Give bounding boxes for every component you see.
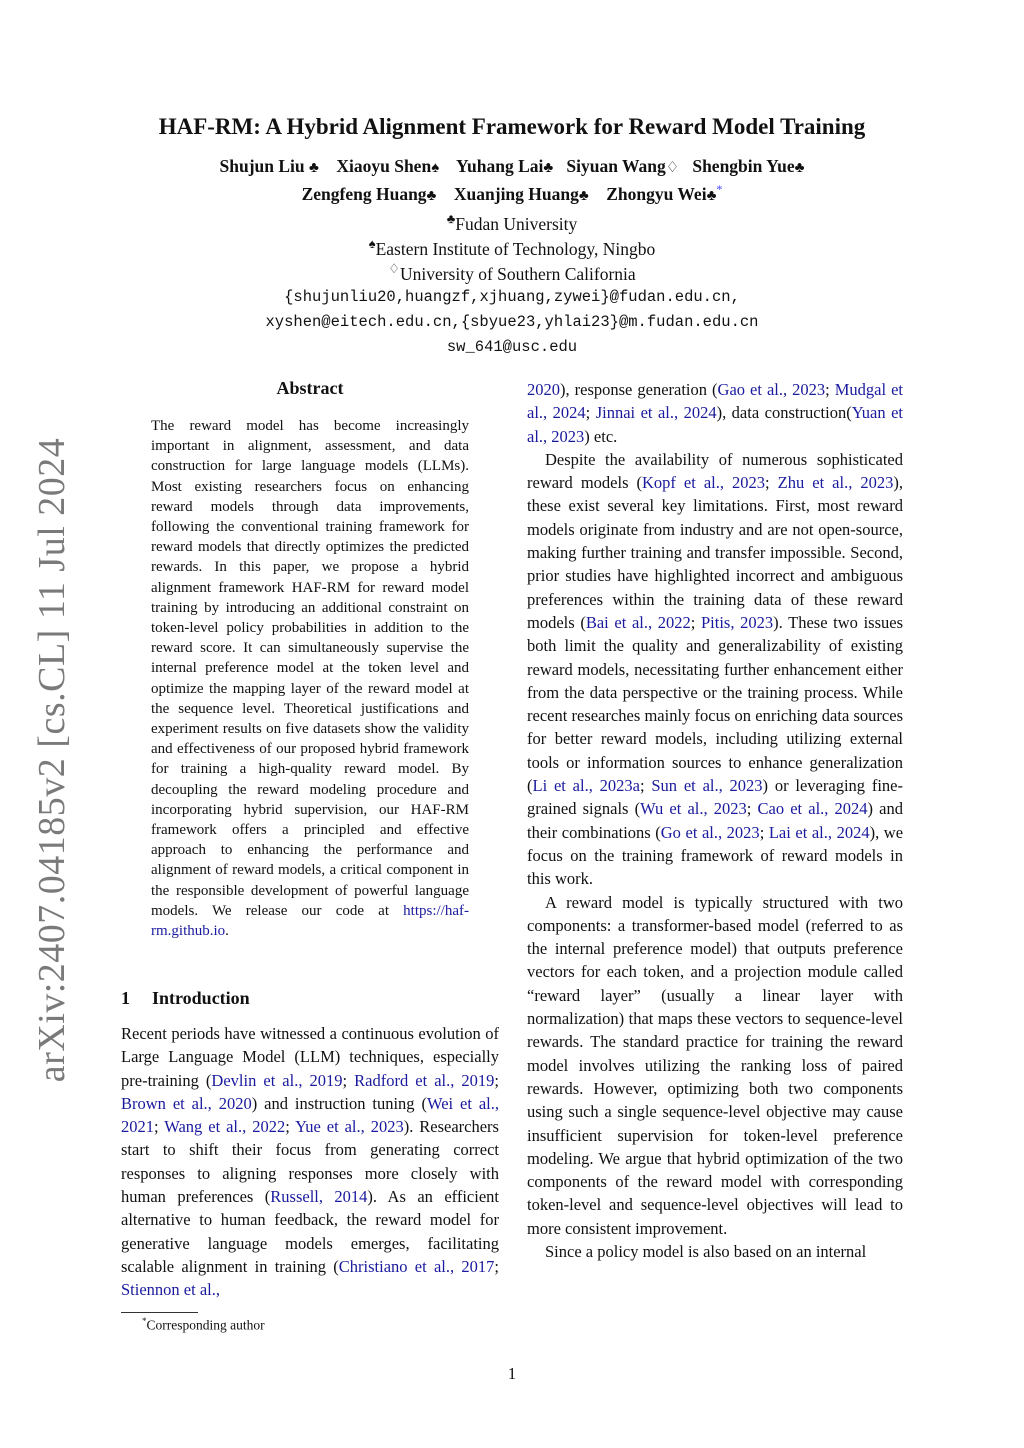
citation-link[interactable]: Radford et al., 2019 <box>354 1070 495 1090</box>
citation-link[interactable]: Jinnai et al., 2024 <box>595 403 717 423</box>
citation-link[interactable]: Lai et al., 2024 <box>768 822 870 842</box>
intro-right-paragraph-4: Since a policy model is also based on an internal <box>545 1241 867 1261</box>
citation-link[interactable]: Russell, 2014 <box>270 1187 368 1207</box>
method-name: HAF-RM <box>291 579 351 596</box>
citation-link[interactable]: Stiennon et al., <box>121 1280 220 1300</box>
affiliation-usc: ♢University of Southern California <box>388 261 636 284</box>
citation-link[interactable]: Go et al., 2023 <box>660 822 760 842</box>
citation-link[interactable]: Christiano et al., 2017 <box>338 1256 495 1276</box>
citation-link[interactable]: Sun et al., 2023 <box>651 776 763 796</box>
email-line-2: xyshen@eitech.edu.cn,{sbyue23,yhlai23}@m.fudan.edu.cn <box>265 313 759 331</box>
author: Xiaoyu Shen♠ <box>336 156 440 176</box>
author: Zengfeng Huang♣ <box>301 183 437 204</box>
citation-link[interactable]: Zhu et al., 2023 <box>777 473 894 493</box>
citation-link[interactable]: Li et al., 2023a <box>532 776 640 796</box>
intro-right-paragraph-2: Despite the availability of numerous sophisticated reward models (Kopf et al., 2023; Zhu et al., 2023), these exist several key limitations. First, most reward models originate from industry and are not open-source, making further training and transfer impossible. Second, prior studies have highlighted incorrect and ambiguous preferences within the training data of these reward models (Bai et al., 2022; Pitis, 2023). These two issues both limit the quality and generalizability of existing reward models, necessitating further enhancement either from the data perspective or the training process. While recent researches mainly focus on enriching data sources for better reward models, including utilizing external tools or information sources to enhance generalization (Li et al., 2023a; Sun et al., 2023) or leveraging fine-grained signals (Wu et al., 2023; Cao et al., 2024) and their combinations (Go et al., 2023; Lai et al., 2024), we focus on the training framework of reward models in this work. <box>527 449 904 889</box>
citation-link[interactable]: Yuan et al., 2023 <box>527 403 903 446</box>
citation-link[interactable]: Pitis, 2023 <box>701 612 774 632</box>
intro-right-column <box>527 378 903 1263</box>
author: Shengbin Yue♣ <box>692 156 805 176</box>
author: Shujun Liu ♣ <box>219 156 319 176</box>
intro-right-paragraph-1: 2020), response generation (Gao et al., 2023; Mudgal et al., 2024; Jinnai et al., 2024), data construction(Yuan et al., 2023) etc. <box>527 380 904 446</box>
footnote-rule <box>121 1312 198 1313</box>
author: Zhongyu Wei♣* <box>606 182 723 204</box>
citation-link[interactable]: Wei et al., 2021 <box>121 1093 500 1137</box>
email-line-1: {shujunliu20,huangzf,xjhuang,zywei}@fudan.edu.cn, <box>284 288 740 306</box>
paper-title: HAF-RM: A Hybrid Alignment Framework for Reward Model Training <box>158 114 866 139</box>
arxiv-id-text: arXiv:2407.04185v2 [cs.CL] 11 Jul 2024 <box>31 437 73 1083</box>
method-name: HAF-RM <box>410 801 469 818</box>
page-number: 1 <box>507 1364 517 1383</box>
author: Yuhang Lai♣ <box>456 156 554 176</box>
citation-link[interactable]: Bai et al., 2022 <box>585 612 691 632</box>
citation-link[interactable]: Wu et al., 2023 <box>640 799 747 819</box>
citation-link[interactable]: Kopf et al., 2023 <box>642 473 766 493</box>
corresponding-star: * <box>716 182 723 196</box>
citation-link[interactable]: Gao et al., 2023 <box>717 380 826 399</box>
affiliation-eitech: ♠Eastern Institute of Technology, Ningbo <box>368 236 656 259</box>
citation-link[interactable]: Wang et al., 2022 <box>164 1117 286 1137</box>
citation-link[interactable]: Cao et al., 2024 <box>757 799 868 819</box>
citation-link[interactable]: 2020 <box>527 380 560 399</box>
intro-right-paragraph-3: A reward model is typically structured with two components: a transformer-based model (referred to as the internal preference model) that outputs preference vectors for each token, and a projection module called “reward layer” (usually a linear layer with normalization) that maps these vectors to sequence-level rewards. The standard practice for training the reward model involves utilizing the ranking loss of paired rewards. However, optimizing both two components using such a single sequence-level objective may cause insufficient supervision for token-level preference modeling. We argue that hybrid optimization of the two components of the reward model with corresponding token-level and sequence-level objectives will lead to more consistent improvement. <box>527 892 903 1238</box>
code-link[interactable]: https://haf-rm.github.io <box>151 902 469 940</box>
footnote: *Corresponding author <box>142 1316 265 1333</box>
intro-left-paragraph: Recent periods have witnessed a continuous evolution of Large Language Model (LLM) techniques, especially pre-training (Devlin et al., 2019; Radford et al., 2019; Brown et al., 2020) and instruction tuning (Wei et al., 2021; Wang et al., 2022; Yue et al., 2023). Researchers start to shift their focus from generating correct responses to aligning responses more closely with human preferences (Russell, 2014). As an efficient alternative to human feedback, the reward model for generative language models emerges, facilitating scalable alignment in training (Christiano et al., 2017; Stiennon et al., <box>121 1024 500 1300</box>
citation-link[interactable]: Brown et al., 2020 <box>121 1093 252 1113</box>
citation-link[interactable]: Yue et al., 2023 <box>295 1117 404 1137</box>
citation-link[interactable]: Mudgal et al., 2024 <box>527 380 904 423</box>
citation-link[interactable]: Devlin et al., 2019 <box>211 1070 343 1090</box>
author: Siyuan Wang♢ <box>566 156 680 176</box>
authors-line-2 <box>0 182 1024 205</box>
email-line-3: sw_641@usc.edu <box>446 338 578 356</box>
authors-line-1 <box>0 156 1024 177</box>
affiliation-fudan: ♣Fudan University <box>446 211 578 234</box>
section-heading-introduction: 1 Introduction <box>121 988 250 1008</box>
author: Xuanjing Huang♣ <box>453 183 589 204</box>
abstract-heading: Abstract <box>276 378 344 398</box>
abstract-body: The reward model has become increasingly important in alignment, assessment, and data construction for large language models (LLMs). Most existing researchers focus on enhancing reward models through data improvements, following the conventional training framework for reward models that directly optimizes the predicted rewards. In this paper, we propose a hybrid alignment framework HAF-RM for reward model training by introducing an additional constraint on token-level policy probabilities in addition to the reward score. It can simultaneously supervise the internal preference model at the token level and optimize the mapping layer of the reward model at the sequence level. Theoretical justifications and experiment results on five datasets show the validity and effectiveness of our proposed hybrid framework for training a high-quality reward model. By decoupling the reward modeling procedure and incorporating hybrid supervision, our HAF-RM framework offers a principled and effective approach to enhancing the performance and alignment of reward models, a critical component in the responsible development of powerful language models. We release our code at https://haf-rm.github.io. <box>151 418 469 940</box>
